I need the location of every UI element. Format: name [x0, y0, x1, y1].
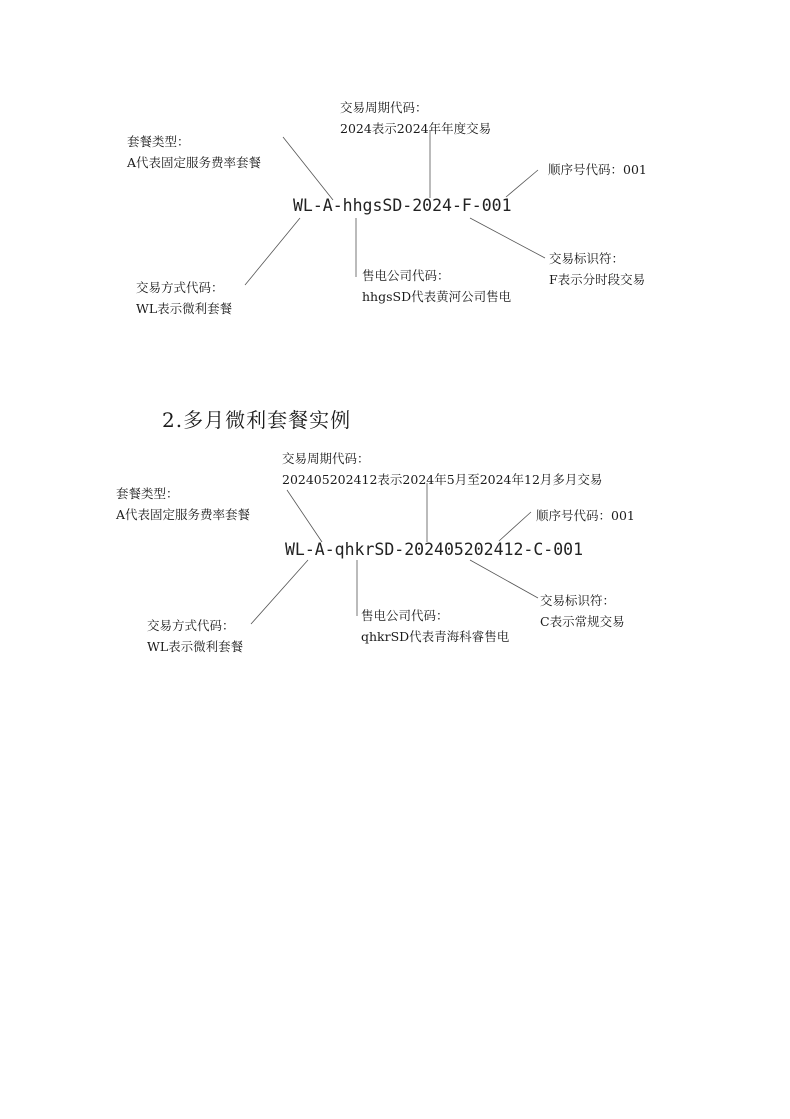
mode-title: 交易方式代码： [147, 618, 235, 633]
flag-title: 交易标识符： [549, 251, 625, 266]
package-desc: A代表固定服务费率套餐 [127, 155, 262, 170]
mode-label [147, 615, 243, 657]
flag-desc: F表示分时段交易 [549, 272, 646, 287]
seq-label [536, 505, 635, 526]
seller-label [361, 605, 509, 647]
connector-package [287, 490, 322, 542]
section-heading: 2.多月微利套餐实例 [162, 408, 352, 432]
period-title: 交易周期代码： [282, 451, 370, 466]
period-title: 交易周期代码： [340, 100, 428, 115]
seller-desc: hhgsSD代表黄河公司售电 [362, 289, 512, 304]
package-label [116, 483, 250, 525]
period-desc: 202405202412表示2024年5月至2024年12月多月交易 [282, 472, 603, 487]
seq-text: 顺序号代码：001 [548, 162, 647, 177]
connector-flag [470, 560, 538, 598]
seller-title: 售电公司代码： [362, 268, 450, 283]
package-code: WL-A-qhkrSD-202405202412-C-001 [285, 540, 584, 559]
connector-mode [251, 560, 308, 624]
mode-title: 交易方式代码： [136, 280, 224, 295]
connector-seq [499, 512, 531, 541]
seller-desc: qhkrSD代表青海科睿售电 [361, 629, 510, 644]
seq-text: 顺序号代码：001 [536, 508, 635, 523]
package-code: WL-A-hhgsSD-2024-F-001 [293, 196, 512, 215]
period-label [282, 448, 602, 490]
mode-desc: WL表示微利套餐 [136, 301, 233, 316]
package-desc: A代表固定服务费率套餐 [116, 507, 251, 522]
period-desc: 2024表示2024年年度交易 [340, 121, 492, 136]
flag-desc: C表示常规交易 [540, 614, 625, 629]
mode-desc: WL表示微利套餐 [147, 639, 244, 654]
package-title: 套餐类型： [116, 486, 179, 501]
flag-title: 交易标识符： [540, 593, 616, 608]
seller-title: 售电公司代码： [361, 608, 449, 623]
package-title: 套餐类型： [127, 134, 190, 149]
flag-label [540, 590, 625, 632]
